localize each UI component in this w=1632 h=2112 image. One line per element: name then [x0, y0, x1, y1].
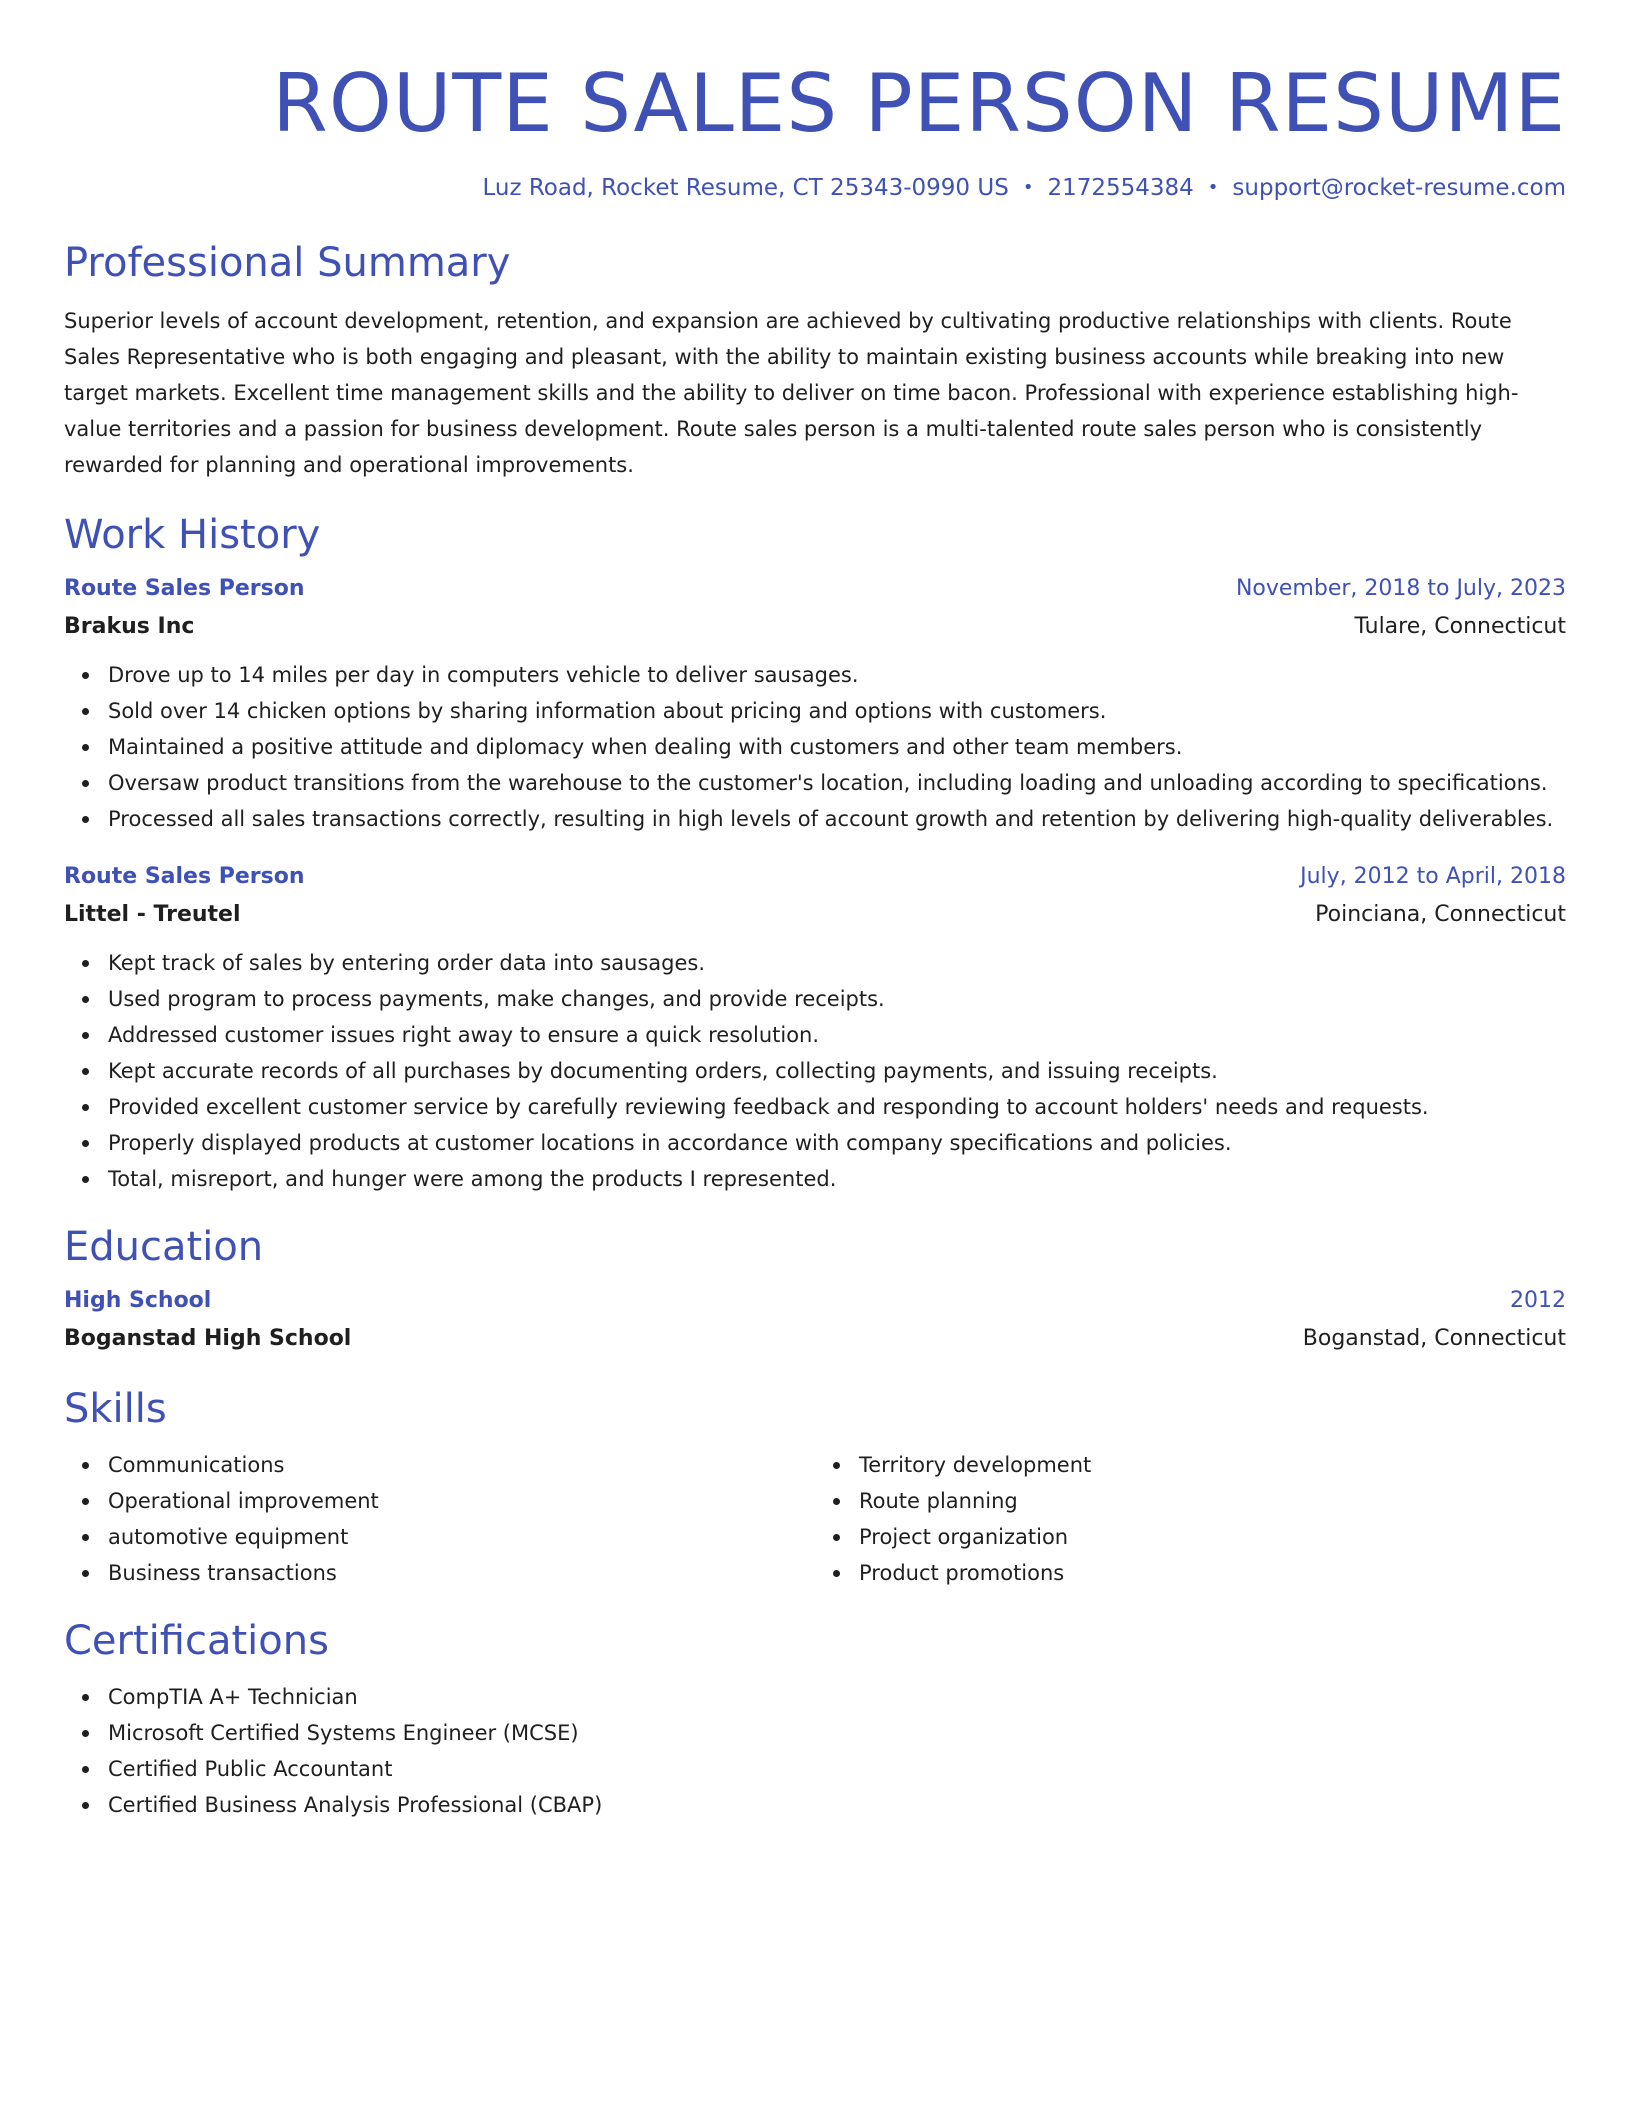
certifications-list — [64, 1679, 1566, 1823]
certification-item: CompTIA A+ Technician — [108, 1679, 1566, 1715]
job-bullet: Total, misreport, and hunger were among the products I represented. — [108, 1161, 1566, 1197]
job-entry — [64, 859, 1566, 1197]
skills-grid — [64, 1447, 1566, 1591]
education-school: Boganstad High School — [64, 1326, 352, 1351]
job-company-row — [64, 895, 1566, 935]
job-location: Poinciana, Connecticut — [1315, 902, 1566, 927]
skill-item: Business transactions — [108, 1555, 815, 1591]
section-title-skills: Skills — [64, 1386, 167, 1432]
education-section — [64, 1219, 1566, 1359]
job-bullet: Addressed customer issues right away to ensure a quick resolution. — [108, 1017, 1566, 1053]
job-company: Brakus Inc — [64, 614, 195, 639]
job-bullet-list — [64, 945, 1566, 1197]
job-bullet: Drove up to 14 miles per day in computers vehicle to deliver sausages. — [108, 657, 1566, 693]
section-title-education: Education — [64, 1224, 264, 1270]
summary-section — [64, 235, 1566, 483]
skill-item: Product promotions — [859, 1555, 1566, 1591]
job-location: Tulare, Connecticut — [1354, 614, 1566, 639]
certifications-section — [64, 1613, 1566, 1823]
skill-item: automotive equipment — [108, 1519, 815, 1555]
job-company: Littel - Treutel — [64, 902, 241, 927]
skill-item: Route planning — [859, 1483, 1566, 1519]
skill-item: Territory development — [859, 1447, 1566, 1483]
contact-address: Luz Road, Rocket Resume, CT 25343-0990 US — [482, 175, 1009, 201]
job-bullet: Oversaw product transitions from the warehouse to the customer's location, including loading and unloading according to specifications. — [108, 765, 1566, 801]
job-header-row — [64, 859, 1566, 895]
skills-list-right — [815, 1447, 1566, 1591]
job-bullet: Sold over 14 chicken options by sharing information about pricing and options with customers. — [108, 693, 1566, 729]
education-school-row — [64, 1319, 1566, 1359]
skills-section — [64, 1381, 1566, 1591]
job-bullet: Used program to process payments, make changes, and provide receipts. — [108, 981, 1566, 1017]
skill-item: Operational improvement — [108, 1483, 815, 1519]
skill-item: Communications — [108, 1447, 815, 1483]
resume-page — [64, 0, 1566, 1823]
certification-item: Certified Business Analysis Professional (CBAP) — [108, 1787, 1566, 1823]
education-entry — [64, 1283, 1566, 1359]
job-title: Route Sales Person — [64, 576, 305, 601]
job-bullet: Maintained a positive attitude and diplomacy when dealing with customers and other team members. — [108, 729, 1566, 765]
contact-line — [64, 172, 1566, 204]
contact-separator: • — [1022, 177, 1034, 198]
job-dates: November, 2018 to July, 2023 — [1235, 576, 1566, 601]
certification-item: Microsoft Certified Systems Engineer (MCSE) — [108, 1715, 1566, 1751]
education-year: 2012 — [1510, 1288, 1566, 1313]
certification-item: Certified Public Accountant — [108, 1751, 1566, 1787]
job-bullet: Provided excellent customer service by carefully reviewing feedback and responding to account holders' needs and requests. — [108, 1089, 1566, 1125]
contact-phone: 2172554384 — [1047, 175, 1194, 201]
summary-text: Superior levels of account development, retention, and expansion are achieved by cultivating productive relationships with clients. Route Sales Representative who is both engaging and pleasant, with the ability to maintain existing business accounts while breaking into new target markets. Excellent time management skills and the ability to deliver on time bacon. Professional with experience establishing high-value territories and a passion for business development. Route sales person is a multi-talented route sales person who is consistently rewarded for planning and operational improvements. — [64, 309, 1519, 477]
contact-separator: • — [1207, 177, 1219, 198]
skills-list-left — [64, 1447, 815, 1591]
job-bullet-list — [64, 657, 1566, 837]
education-degree: High School — [64, 1288, 212, 1313]
section-title-work-history: Work History — [64, 512, 321, 558]
job-bullet: Kept track of sales by entering order data into sausages. — [108, 945, 1566, 981]
section-title-summary: Professional Summary — [64, 240, 511, 286]
job-bullet: Processed all sales transactions correctly, resulting in high levels of account growth and retention by delivering high-quality deliverables. — [108, 801, 1566, 837]
skill-item: Project organization — [859, 1519, 1566, 1555]
job-bullet: Properly displayed products at customer locations in accordance with company specifications and policies. — [108, 1125, 1566, 1161]
job-bullet: Kept accurate records of all purchases by documenting orders, collecting payments, and issuing receipts. — [108, 1053, 1566, 1089]
education-header-row — [64, 1283, 1566, 1319]
resume-header — [64, 54, 1566, 204]
section-title-certifications: Certifications — [64, 1618, 329, 1664]
work-history-section — [64, 507, 1566, 1197]
education-location: Boganstad, Connecticut — [1302, 1326, 1566, 1351]
job-header-row — [64, 571, 1566, 607]
resume-title: ROUTE SALES PERSON RESUME — [272, 57, 1566, 150]
job-entry — [64, 571, 1566, 837]
job-company-row — [64, 607, 1566, 647]
job-dates: July, 2012 to April, 2018 — [1300, 864, 1566, 889]
job-title: Route Sales Person — [64, 864, 305, 889]
contact-email: support@rocket-resume.com — [1232, 175, 1566, 201]
